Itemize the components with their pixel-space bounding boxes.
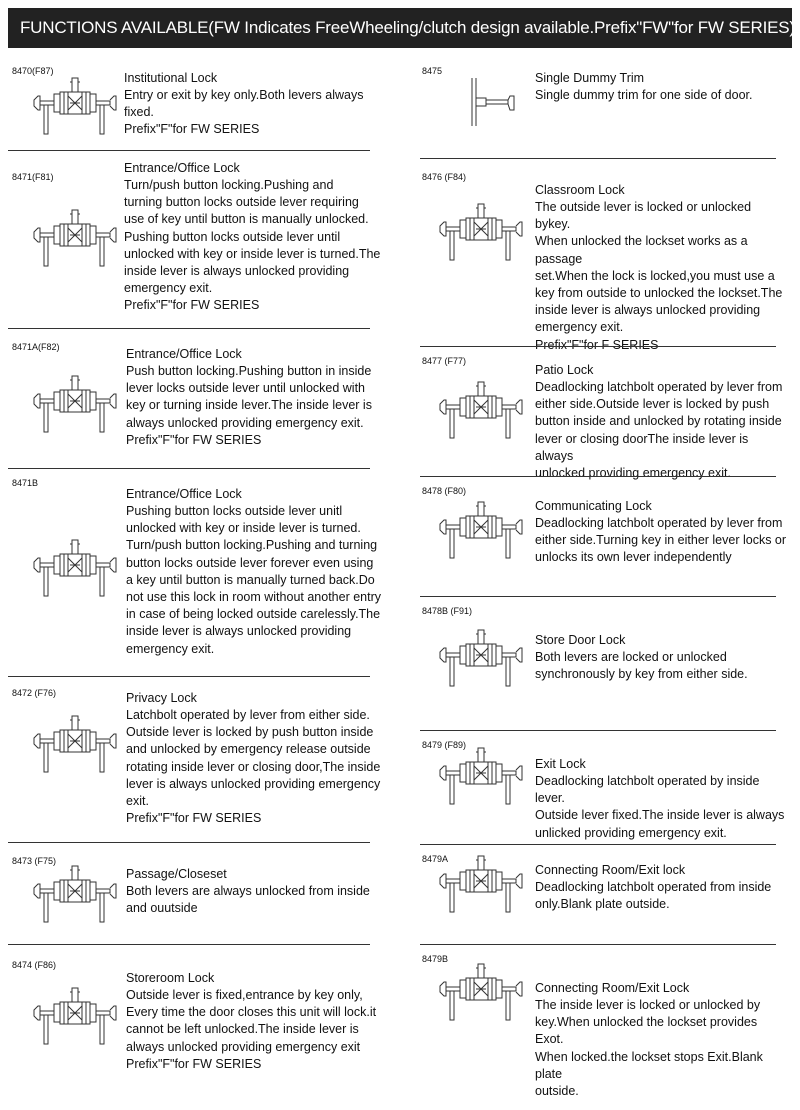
function-description: Both levers are locked or unlocked synchronously by key from either side.	[535, 650, 748, 682]
function-prefix: Prefix"F"for FW SERIES	[126, 432, 262, 447]
lock-diagram-icon	[436, 628, 526, 690]
function-code: 8473 (F75)	[12, 856, 57, 866]
function-title: Store Door Lock	[535, 633, 626, 647]
function-code: 8478B (F91)	[422, 606, 473, 616]
lock-diagram-icon	[30, 864, 120, 926]
divider	[420, 596, 776, 597]
function-title: Communicating Lock	[535, 499, 652, 513]
function-description: Deadlocking latchbolt operated from inside only.Blank plate outside.	[535, 880, 772, 912]
function-description: Deadlocking latchbolt operated by lever from either side.Outside lever is locked by push button inside and unlocked by rotating inside lever or closing doorThe inside lever is always unlocked providing emergency exit.	[535, 380, 783, 481]
divider	[420, 730, 776, 731]
divider	[420, 158, 776, 159]
function-code: 8475	[422, 66, 443, 76]
function-title: Passage/Closeset	[126, 867, 227, 881]
divider	[8, 842, 370, 843]
function-title: Patio Lock	[535, 363, 594, 377]
function-code: 8474 (F86)	[12, 960, 57, 970]
header-title: FUNCTIONS AVAILABLE(FW Indicates FreeWheeling/clutch design available.Prefix"FW"for FW SERIES)	[20, 18, 795, 37]
function-title: Entrance/Office Lock	[124, 161, 240, 175]
lock-diagram-icon	[436, 202, 526, 264]
function-title: Privacy Lock	[126, 691, 197, 705]
function-prefix: Prefix"F"for FW SERIES	[124, 298, 260, 313]
function-description: Deadlocking latchbolt operated by inside lever. Outside lever fixed.The inside lever is always unlicked providing emergency exit.	[535, 774, 785, 840]
function-code: 8476 (F84)	[422, 172, 467, 182]
function-title: Exit Lock	[535, 757, 586, 771]
divider	[420, 476, 776, 477]
lock-diagram-icon	[436, 854, 526, 916]
lock-diagram-icon	[30, 714, 120, 776]
function-title: Entrance/Office Lock	[126, 487, 242, 501]
function-prefix: Prefix"F"for FW SERIES	[124, 122, 260, 137]
function-code: 8471(F81)	[12, 172, 54, 182]
function-code: 8471B	[12, 478, 39, 488]
page-header	[8, 8, 795, 48]
function-title: Classroom Lock	[535, 183, 625, 197]
divider	[8, 328, 370, 329]
function-description: Latchbolt operated by lever from either side. Outside lever is locked by push button inside and unlocked by emergency release outside rotating inside lever or closing door,The inside lever is always unlocked providing emergency exit.	[126, 708, 381, 809]
lock-diagram-icon	[436, 962, 526, 1024]
function-title: Connecting Room/Exit Lock	[535, 981, 690, 995]
function-code: 8472 (F76)	[12, 688, 57, 698]
divider	[8, 150, 370, 151]
function-description: The inside lever is locked or unlocked by key.When unlocked the lockset provides Exot. When locked.the lockset stops Exit.Blank plate outside.	[535, 998, 763, 1099]
function-prefix: Prefix"F"for FW SERIES	[126, 811, 262, 826]
lock-diagram-icon	[30, 538, 120, 600]
function-code: 8479B	[422, 954, 449, 964]
function-code: 8478 (F80)	[422, 486, 467, 496]
lock-diagram-icon	[30, 374, 120, 436]
function-code: 8471A(F82)	[12, 342, 60, 352]
function-description: Push button locking.Pushing button in inside lever locks outside lever until unlocked with key or turning inside lever.The inside lever is always unlocked providing emergency exit.	[126, 364, 372, 430]
function-description: Outside lever is fixed,entrance by key only, Every time the door closes this unit will lock.it cannot be left unlocked.The inside lever is always unlocked providing emergency exit	[126, 988, 377, 1054]
function-description: Pushing button locks outside lever unitl unlocked with key or inside lever is turned. Turn/push button locking.Pushing and turning button locks outside lever forever even using a key until button is manually turned back.Do not use this lock in room without another entry in case of being locked outside carelessly.The inside lever is always unlocked providing emergency exit.	[126, 504, 381, 656]
function-title: Institutional Lock	[124, 71, 218, 85]
function-prefix: Prefix"F"for F SERIES	[535, 337, 659, 352]
function-title: Connecting Room/Exit lock	[535, 863, 686, 877]
dummy-trim-diagram-icon	[460, 74, 520, 136]
divider	[420, 844, 776, 845]
divider	[420, 346, 776, 347]
divider	[420, 944, 776, 945]
lock-diagram-icon	[30, 76, 120, 138]
lock-diagram-icon	[30, 208, 120, 270]
function-description: Single dummy trim for one side of door.	[535, 88, 753, 102]
function-title: Entrance/Office Lock	[126, 347, 242, 361]
function-code: 8477 (F77)	[422, 356, 467, 366]
function-description: Deadlocking latchbolt operated by lever from either side.Turning key in either lever locks or unlocks its own lever independently	[535, 516, 787, 565]
lock-diagram-icon	[436, 380, 526, 442]
divider	[8, 468, 370, 469]
function-prefix: Prefix"F"for FW SERIES	[126, 1056, 262, 1071]
function-description: Turn/push button locking.Pushing and turning button locks outside lever requiring use of key until button is manually unlocked. Pushing button locks outside lever until unlocked with key or inside lever is turned.The inside lever is always unlocked providing emergency exit.	[124, 178, 381, 296]
function-code: 8470(F87)	[12, 66, 54, 76]
function-code: 8479 (F89)	[422, 740, 467, 750]
function-description: Both levers are always unlocked from inside and ouutside	[126, 884, 370, 916]
function-code: 8479A	[422, 854, 449, 864]
function-title: Single Dummy Trim	[535, 71, 645, 85]
function-title: Storeroom Lock	[126, 971, 215, 985]
function-description: The outside lever is locked or unlocked bykey. When unlocked the lockset works as a passage set.When the lock is locked,you must use a key from outside to unlocked the lockset.The inside lever is always unlocked providing emergency exit.	[535, 200, 783, 335]
divider	[8, 944, 370, 945]
lock-diagram-icon	[436, 746, 526, 808]
lock-diagram-icon	[436, 500, 526, 562]
divider	[8, 676, 370, 677]
lock-diagram-icon	[30, 986, 120, 1048]
function-description: Entry or exit by key only.Both levers always fixed.	[124, 88, 364, 120]
